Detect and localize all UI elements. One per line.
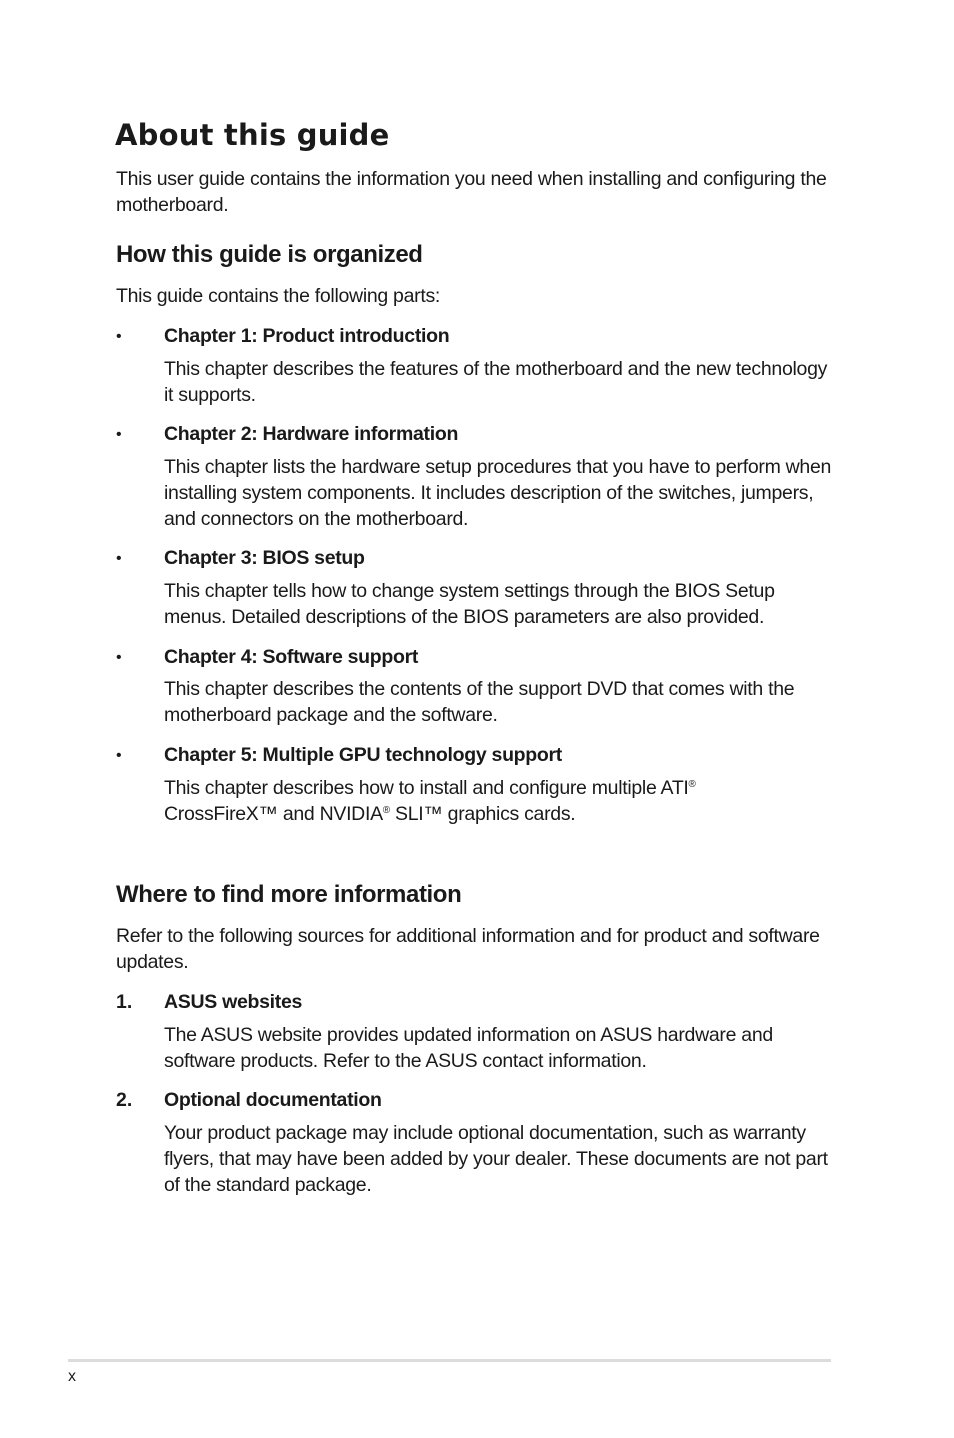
intro-paragraph: This user guide contains the information you need when installing and configuring the motherboard. bbox=[116, 168, 827, 216]
item-number: 2. bbox=[116, 1089, 133, 1111]
bullet-marker: • bbox=[116, 328, 122, 345]
optional-documentation-description: Your product package may include optional documentation, such as warranty flyers, that may have been added by your dealer. These documents are not part of the standard package. bbox=[164, 1122, 828, 1196]
chapter-5-desc-text-2: CrossFireX™ and NVIDIA bbox=[164, 803, 383, 825]
asus-websites-title: ASUS websites bbox=[164, 991, 303, 1013]
page-number: x bbox=[68, 1368, 76, 1385]
more-info-lead: Refer to the following sources for additional information and for product and software updates. bbox=[116, 925, 820, 973]
chapter-4-title: Chapter 4: Software support bbox=[164, 646, 419, 668]
chapter-5-description bbox=[164, 775, 836, 827]
optional-documentation-title: Optional documentation bbox=[164, 1089, 382, 1111]
chapter-1-description: This chapter describes the features of the motherboard and the new technology it supports. bbox=[164, 358, 828, 406]
chapter-4-description: This chapter describes the contents of the support DVD that comes with the motherboard package and the software. bbox=[164, 678, 795, 726]
chapter-1-title: Chapter 1: Product introduction bbox=[164, 325, 450, 347]
registered-mark: ® bbox=[688, 779, 696, 790]
bullet-marker: • bbox=[116, 649, 122, 666]
bullet-marker: • bbox=[116, 747, 122, 764]
chapter-2-title: Chapter 2: Hardware information bbox=[164, 423, 459, 445]
chapter-3-description: This chapter tells how to change system settings through the BIOS Setup menus. Detailed descriptions of the BIOS parameters are also provided. bbox=[164, 580, 775, 628]
organized-lead: This guide contains the following parts: bbox=[116, 285, 441, 307]
bullet-marker: • bbox=[116, 550, 122, 567]
section-heading-organized: How this guide is organized bbox=[116, 241, 423, 268]
registered-mark: ® bbox=[382, 805, 390, 816]
chapter-2-description: This chapter lists the hardware setup procedures that you have to perform when installing system components. It includes description of the switches, jumpers, and connectors on the motherboard. bbox=[164, 456, 832, 530]
page-title: About this guide bbox=[115, 118, 390, 152]
item-number: 1. bbox=[116, 991, 133, 1013]
chapter-3-title: Chapter 3: BIOS setup bbox=[164, 547, 365, 569]
footer-divider bbox=[68, 1359, 831, 1362]
section-heading-more-info: Where to find more information bbox=[116, 881, 462, 908]
chapter-5-title: Chapter 5: Multiple GPU technology support bbox=[164, 744, 562, 766]
asus-websites-description: The ASUS website provides updated information on ASUS hardware and software products. Refer to the ASUS contact information. bbox=[164, 1024, 773, 1072]
chapter-5-desc-text-1: This chapter describes how to install and configure multiple ATI bbox=[164, 777, 689, 799]
bullet-marker: • bbox=[116, 426, 122, 443]
chapter-5-desc-text-3: SLI™ graphics cards. bbox=[389, 803, 576, 825]
